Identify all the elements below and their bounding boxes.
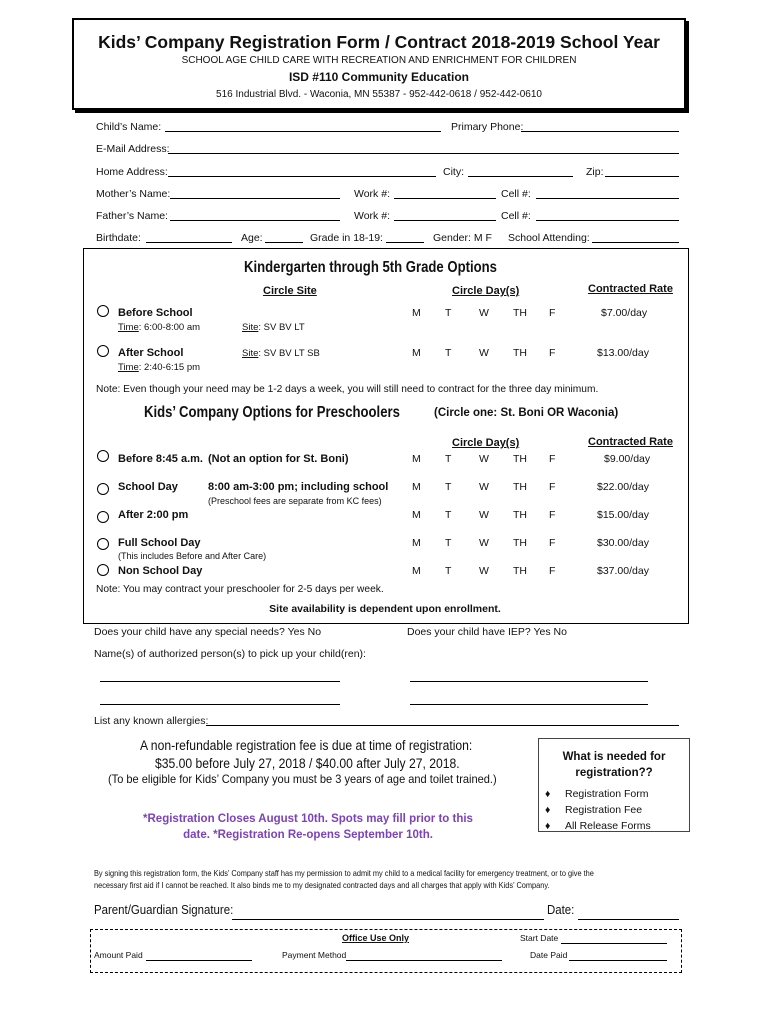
preschool-site-choice[interactable]: (Circle one: St. Boni OR Waconia)	[434, 407, 619, 419]
school-day-day-m[interactable]: M	[412, 481, 421, 493]
after-school-day-th[interactable]: TH	[513, 347, 527, 359]
full-school-day-day-th[interactable]: TH	[513, 537, 527, 549]
bullet-icon: ♦	[545, 820, 551, 832]
non-school-day-label: Non School Day	[118, 565, 203, 577]
city-field[interactable]	[468, 176, 573, 177]
before-845-day-f[interactable]: F	[549, 453, 556, 465]
birthdate-field[interactable]	[146, 242, 232, 243]
consent-line-2: necessary first aid if I cannot be reached. It also binds me to my designated contracted days and all charges that apply with Kids’ Company.	[94, 880, 550, 890]
payment-method-field[interactable]	[346, 960, 502, 961]
before-school-day-f[interactable]: F	[549, 307, 556, 319]
school-attending-field[interactable]	[592, 242, 679, 243]
authorized-person-field[interactable]	[100, 704, 340, 705]
form-header	[72, 18, 686, 110]
needed-item: ♦ Registration Fee	[545, 804, 643, 816]
before-845-day-m[interactable]: M	[412, 453, 421, 465]
needed-for-registration-box	[538, 738, 690, 832]
after-school-rate: $13.00/day	[597, 347, 649, 359]
before-845-desc: (Not an option for St. Boni)	[208, 453, 349, 465]
email-field[interactable]	[168, 153, 679, 154]
home-address-field[interactable]	[168, 176, 436, 177]
authorized-person-field[interactable]	[100, 681, 340, 682]
non-school-day-radio[interactable]	[97, 564, 109, 576]
full-school-day-rate: $30.00/day	[597, 537, 649, 549]
full-school-day-day-m[interactable]: M	[412, 537, 421, 549]
primary-phone-label: Primary Phone:	[451, 121, 524, 133]
signature-field[interactable]	[232, 919, 544, 920]
mother-name-field[interactable]	[170, 198, 340, 199]
signature-date-field[interactable]	[578, 919, 679, 920]
before-845-day-th[interactable]: TH	[513, 453, 527, 465]
after-200-day-th[interactable]: TH	[513, 509, 527, 521]
authorized-person-field[interactable]	[410, 704, 648, 705]
after-200-day-f[interactable]: F	[549, 509, 556, 521]
before-845-radio[interactable]	[97, 450, 109, 462]
before-845-day-t[interactable]: T	[445, 453, 452, 465]
signature-date-label: Date:	[547, 902, 575, 917]
before-school-day-t[interactable]: T	[445, 307, 452, 319]
age-field[interactable]	[265, 242, 303, 243]
before-school-sites[interactable]: Site: SV BV LT	[242, 322, 305, 333]
before-845-label: Before 8:45 a.m.	[118, 453, 203, 465]
iep-question[interactable]: Does your child have IEP? Yes No	[407, 626, 567, 638]
fee-line-1: A non-refundable registration fee is due at time of registration:	[140, 738, 473, 753]
preschool-circle-days-header: Circle Day(s)	[452, 437, 520, 449]
after-school-day-m[interactable]: M	[412, 347, 421, 359]
after-200-label: After 2:00 pm	[118, 509, 189, 521]
form-subtitle: SCHOOL AGE CHILD CARE WITH RECREATION AND ENRICHMENT FOR CHILDREN	[181, 55, 577, 66]
father-cell-label: Cell #:	[501, 210, 531, 222]
grade-field[interactable]	[386, 242, 424, 243]
primary-phone-field[interactable]	[521, 131, 679, 132]
birthdate-label: Birthdate:	[96, 232, 141, 244]
k5-circle-site-header: Circle Site	[263, 285, 317, 297]
authorized-persons-label: Name(s) of authorized person(s) to pick up your child(ren):	[94, 648, 366, 660]
full-school-day-sub: (This includes Before and After Care)	[118, 551, 267, 561]
fee-line-3: (To be eligible for Kids’ Company you must be 3 years of age and toilet trained.)	[108, 772, 497, 786]
non-school-day-day-f[interactable]: F	[549, 565, 556, 577]
zip-label: Zip:	[586, 166, 604, 178]
amount-paid-field[interactable]	[146, 960, 252, 961]
after-school-radio[interactable]	[97, 345, 109, 357]
after-school-day-w[interactable]: W	[479, 347, 489, 359]
before-845-day-w[interactable]: W	[479, 453, 489, 465]
school-day-day-t[interactable]: T	[445, 481, 452, 493]
non-school-day-rate: $37.00/day	[597, 565, 649, 577]
special-needs-question[interactable]: Does your child have any special needs? Yes No	[94, 626, 322, 638]
form-title: Kids’ Company Registration Form / Contract 2018-2019 School Year	[98, 32, 660, 52]
before-school-day-w[interactable]: W	[479, 307, 489, 319]
preschool-section-title: Kids’ Company Options for Preschoolers	[144, 404, 400, 421]
school-day-label: School Day	[118, 481, 178, 493]
full-school-day-day-w[interactable]: W	[479, 537, 489, 549]
mother-work-label: Work #:	[354, 188, 390, 200]
after-school-label: After School	[118, 347, 184, 359]
full-school-day-radio[interactable]	[97, 538, 109, 550]
father-work-label: Work #:	[354, 210, 390, 222]
office-use-title: Office Use Only	[342, 933, 410, 943]
after-200-radio[interactable]	[97, 511, 109, 523]
needed-title: What is needed for registration??	[562, 751, 666, 779]
school-day-day-f[interactable]: F	[549, 481, 556, 493]
non-school-day-day-w[interactable]: W	[479, 565, 489, 577]
full-school-day-day-t[interactable]: T	[445, 537, 452, 549]
after-200-day-t[interactable]: T	[445, 509, 452, 521]
k5-section-title: Kindergarten through 5th Grade Options	[244, 259, 497, 276]
k5-circle-days-header: Circle Day(s)	[452, 285, 520, 297]
start-date-field[interactable]	[561, 943, 667, 944]
after-200-day-m[interactable]: M	[412, 509, 421, 521]
before-school-time: Time: 6:00-8:00 am	[118, 322, 201, 333]
after-school-time: Time: 2:40-6:15 pm	[118, 362, 201, 373]
needed-item: ♦ All Release Forms	[545, 820, 651, 832]
after-200-day-w[interactable]: W	[479, 509, 489, 521]
bullet-icon: ♦	[545, 788, 551, 800]
child-name-label: Child’s Name:	[96, 121, 162, 133]
mother-cell-label: Cell #:	[501, 188, 531, 200]
child-name-field[interactable]	[165, 131, 441, 132]
preschool-note: Note: You may contract your preschooler for 2-5 days per week.	[96, 584, 384, 595]
non-school-day-day-t[interactable]: T	[445, 565, 452, 577]
allergies-field[interactable]	[206, 725, 679, 726]
school-day-radio[interactable]	[97, 483, 109, 495]
mother-cell-field[interactable]	[536, 198, 679, 199]
start-date-label: Start Date	[520, 933, 559, 943]
mother-work-field[interactable]	[394, 198, 496, 199]
after-school-sites[interactable]: Site: SV BV LT SB	[242, 348, 320, 359]
after-school-day-t[interactable]: T	[445, 347, 452, 359]
site-availability-note: Site availability is dependent upon enrollment.	[269, 603, 501, 615]
after-200-rate: $15.00/day	[597, 509, 649, 521]
fee-line-2: $35.00 before July 27, 2018 / $40.00 after July 27, 2018.	[155, 756, 460, 771]
authorized-person-field[interactable]	[410, 681, 648, 682]
non-school-day-day-m[interactable]: M	[412, 565, 421, 577]
after-school-day-f[interactable]: F	[549, 347, 556, 359]
bullet-icon: ♦	[545, 804, 551, 816]
full-school-day-label: Full School Day	[118, 537, 201, 549]
before-school-day-m[interactable]: M	[412, 307, 421, 319]
school-day-day-w[interactable]: W	[479, 481, 489, 493]
school-attending-label: School Attending:	[508, 232, 590, 244]
before-school-day-th[interactable]: TH	[513, 307, 527, 319]
amount-paid-label: Amount Paid	[94, 950, 143, 960]
k5-note: Note: Even though your need may be 1-2 days a week, you will still need to contract for the three day minimum.	[96, 384, 599, 395]
signature-label: Parent/Guardian Signature:	[94, 902, 234, 917]
consent-line-1: By signing this registration form, the Kids’ Company staff has my permission to admit my child to a medical facility for emergency treatment, or to give the	[94, 868, 594, 878]
registration-closes-line-2: date. *Registration Re-opens September 10th.	[183, 829, 433, 841]
before-845-rate: $9.00/day	[604, 453, 651, 465]
needed-item: ♦ Registration Form	[545, 788, 649, 800]
organization-name: ISD #110 Community Education	[288, 70, 470, 84]
date-paid-label: Date Paid	[530, 950, 568, 960]
before-school-radio[interactable]	[97, 305, 109, 317]
father-work-field[interactable]	[394, 220, 496, 221]
father-cell-field[interactable]	[536, 220, 679, 221]
school-day-sub: (Preschool fees are separate from KC fees)	[208, 496, 382, 506]
age-label: Age:	[241, 232, 263, 244]
before-school-rate: $7.00/day	[601, 307, 648, 319]
city-label: City:	[443, 166, 464, 178]
preschool-rate-header: Contracted Rate	[588, 436, 673, 448]
registration-closes-line-1: *Registration Closes August 10th. Spots may fill prior to this	[143, 813, 473, 825]
payment-method-label: Payment Method	[282, 950, 347, 960]
father-name-label: Father’s Name:	[96, 210, 168, 222]
school-day-rate: $22.00/day	[597, 481, 649, 493]
school-day-day-th[interactable]: TH	[513, 481, 527, 493]
home-address-label: Home Address:	[96, 166, 168, 178]
k5-rate-header: Contracted Rate	[588, 283, 673, 295]
email-label: E-Mail Address:	[96, 143, 170, 155]
zip-field[interactable]	[605, 176, 679, 177]
before-school-label: Before School	[118, 307, 193, 319]
organization-address: 516 Industrial Blvd. - Waconia, MN 55387 - 952-442-0618 / 952-442-0610	[216, 89, 542, 100]
mother-name-label: Mother’s Name:	[96, 188, 171, 200]
gender-label: Gender: M F	[433, 232, 492, 244]
school-day-desc: 8:00 am-3:00 pm; including school	[208, 481, 389, 493]
grade-label: Grade in 18-19:	[310, 232, 383, 244]
father-name-field[interactable]	[170, 220, 340, 221]
non-school-day-day-th[interactable]: TH	[513, 565, 527, 577]
full-school-day-day-f[interactable]: F	[549, 537, 556, 549]
date-paid-field[interactable]	[569, 960, 667, 961]
allergies-label: List any known allergies:	[94, 715, 209, 727]
